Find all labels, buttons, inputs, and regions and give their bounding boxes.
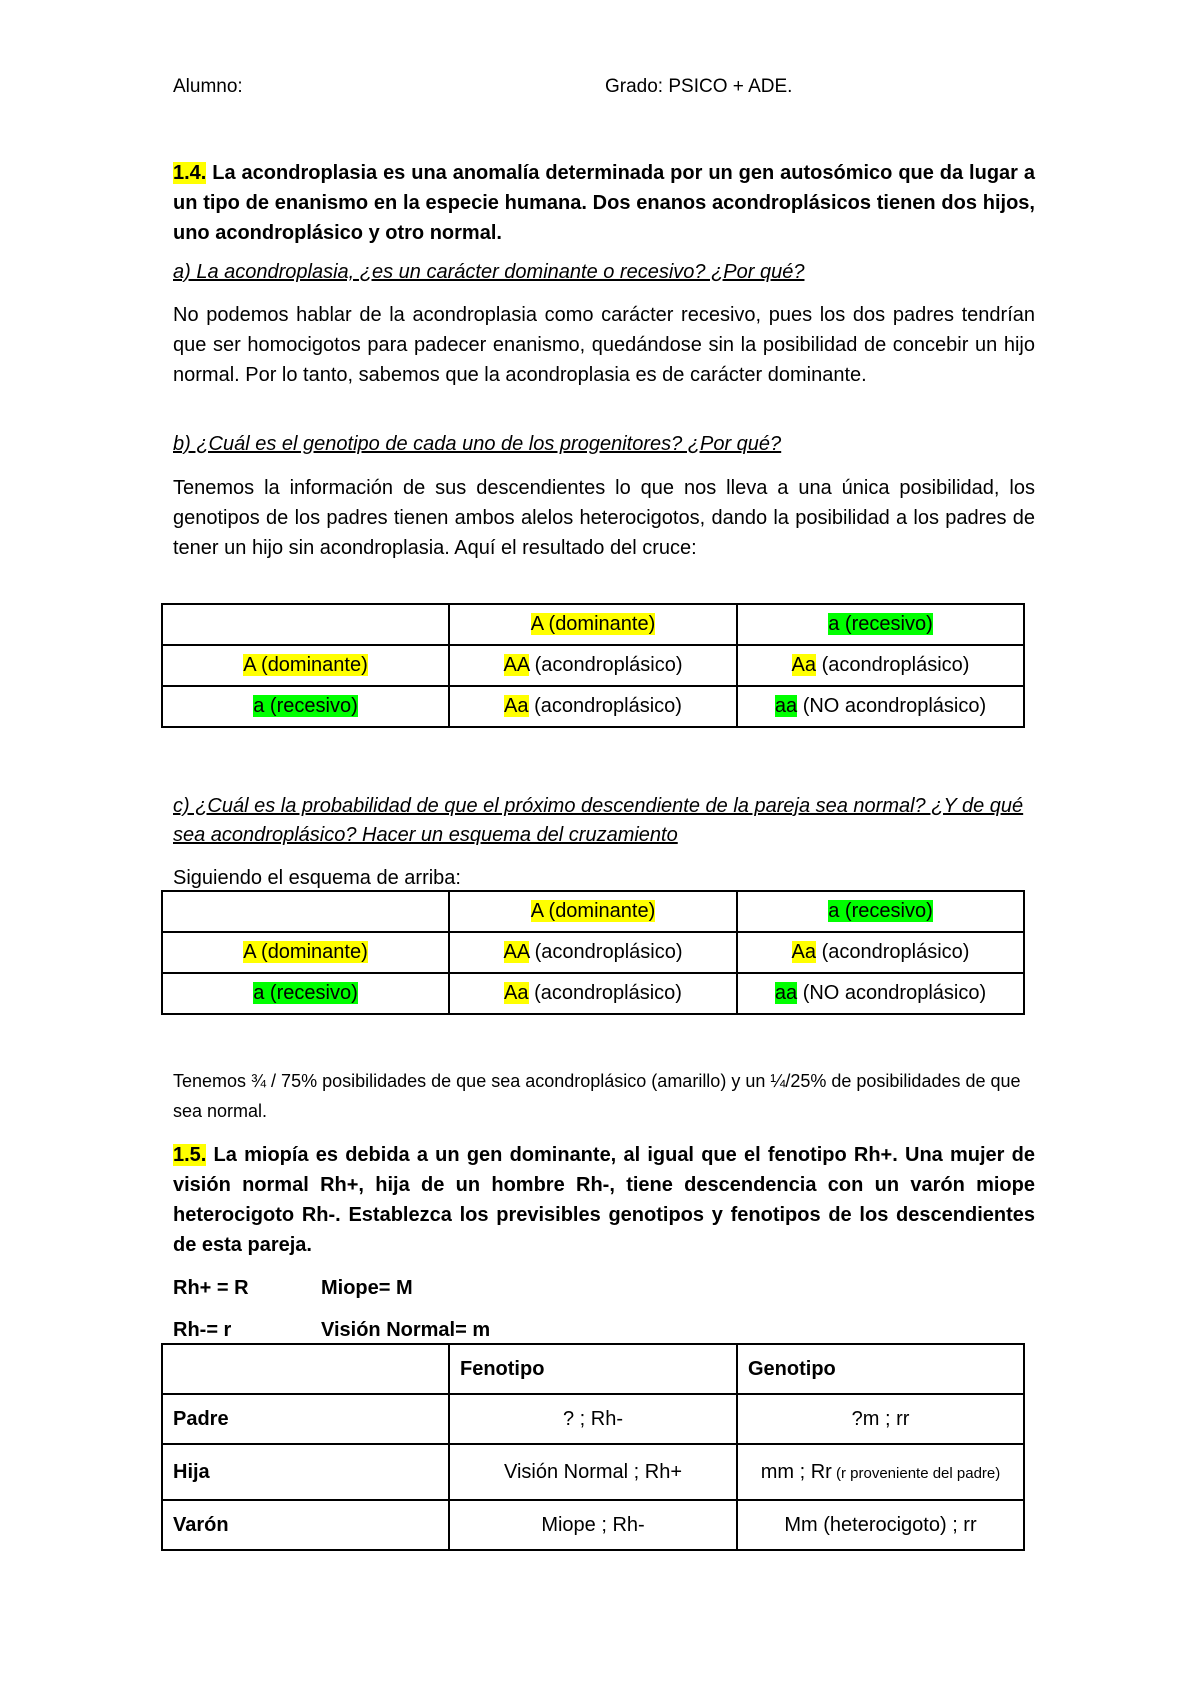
col-header-recessive: a (recesivo) bbox=[737, 891, 1024, 932]
empty-cell bbox=[162, 891, 449, 932]
empty-cell bbox=[162, 1344, 449, 1394]
cell-aA: Aa (acondroplásico) bbox=[449, 973, 737, 1014]
legend-rh-neg: Rh-= r bbox=[173, 1319, 232, 1341]
question-number: 1.4. bbox=[173, 162, 207, 184]
fenotipo-padre: ? ; Rh- bbox=[449, 1394, 737, 1444]
question-text: La miopía es debida a un gen dominante, al igual que el fenotipo Rh+. Una mujer de visión normal Rh+, hija de un hombre Rh-, tiene descendencia con un varón miope heterocigoto Rh-. Establezca los previsibles genotipos y fenotipos de los descendientes de esta pareja. bbox=[173, 1144, 1035, 1256]
question-1-4 bbox=[173, 158, 1035, 248]
row-label-padre: Padre bbox=[162, 1394, 449, 1444]
subquestion-a-text: a) La acondroplasia, ¿es un carácter dominante o recesivo? ¿Por qué? bbox=[173, 261, 805, 283]
header-genotipo: Genotipo bbox=[737, 1344, 1024, 1394]
answer-b-text: Tenemos la información de sus descendientes lo que nos lleva a una única posibilidad, los genotipos de los padres tienen ambos alelos heterocigotos, dando la posibilidad a los padres de tener un hijo sin acondroplasia. Aquí el resultado del cruce: bbox=[173, 477, 1035, 559]
student-label: Alumno: bbox=[173, 76, 243, 97]
conclusion bbox=[173, 1066, 1035, 1126]
cell-AA: AA (acondroplásico) bbox=[449, 932, 737, 973]
col-header-dominant: A (dominante) bbox=[449, 891, 737, 932]
cell-aa: aa (NO acondroplásico) bbox=[737, 973, 1024, 1014]
answer-b bbox=[173, 473, 1035, 563]
row-header-recessive: a (recesivo) bbox=[162, 973, 449, 1014]
row-header-dominant: A (dominante) bbox=[162, 645, 449, 686]
row-label-hija: Hija bbox=[162, 1444, 449, 1500]
genotipo-hija: mm ; Rr (r proveniente del padre) bbox=[737, 1444, 1024, 1500]
cell-AA: AA (acondroplásico) bbox=[449, 645, 737, 686]
cell-Aa: Aa (acondroplásico) bbox=[737, 932, 1024, 973]
subquestion-c-text: c) ¿Cuál es la probabilidad de que el próximo descendiente de la pareja sea normal? ¿Y de qué sea acondroplásico? Hacer un esquema del cruzamiento bbox=[173, 795, 1024, 846]
fenotipo-hija: Visión Normal ; Rh+ bbox=[449, 1444, 737, 1500]
subquestion-b bbox=[173, 430, 1035, 459]
conclusion-text: Tenemos ¾ / 75% posibilidades de que sea acondroplásico (amarillo) y un ¼/25% de posibilidades de que sea normal. bbox=[173, 1071, 1021, 1121]
answer-c-intro-text: Siguiendo el esquema de arriba: bbox=[173, 867, 461, 889]
punnett-table-2 bbox=[161, 890, 1025, 1015]
fenotipo-varon: Miope ; Rh- bbox=[449, 1500, 737, 1550]
subquestion-b-text: b) ¿Cuál es el genotipo de cada uno de los progenitores? ¿Por qué? bbox=[173, 433, 782, 455]
cell-Aa: Aa (acondroplásico) bbox=[737, 645, 1024, 686]
punnett-table bbox=[161, 603, 1025, 728]
genotipo-hija-note: (r proveniente del padre) bbox=[831, 1464, 1001, 1482]
legend-miope: Miope= M bbox=[321, 1277, 413, 1299]
row-header-recessive: a (recesivo) bbox=[162, 686, 449, 727]
subquestion-c bbox=[173, 792, 1035, 850]
answer-c-intro bbox=[173, 863, 1035, 893]
grade-label: Grado: PSICO + ADE. bbox=[605, 76, 793, 97]
question-text: La acondroplasia es una anomalía determinada por un gen autosómico que da lugar a un tipo de enanismo en la especie humana. Dos enanos acondroplásicos tienen dos hijos, uno acondroplásico y otro normal. bbox=[173, 162, 1035, 244]
legend-vision-normal: Visión Normal= m bbox=[321, 1319, 491, 1341]
cell-aa: aa (NO acondroplásico) bbox=[737, 686, 1024, 727]
genotype-table bbox=[161, 1343, 1025, 1551]
genotipo-padre: ?m ; rr bbox=[737, 1394, 1024, 1444]
row-header-dominant: A (dominante) bbox=[162, 932, 449, 973]
subquestion-a bbox=[173, 258, 1035, 287]
answer-a-text: No podemos hablar de la acondroplasia como carácter recesivo, pues los dos padres tendrían que ser homocigotos para padecer enanismo, quedándose sin la posibilidad de concebir un hijo normal. Por lo tanto, sabemos que la acondroplasia es de carácter dominante. bbox=[173, 304, 1035, 386]
row-label-varon: Varón bbox=[162, 1500, 449, 1550]
empty-cell bbox=[162, 604, 449, 645]
cell-aA: Aa (acondroplásico) bbox=[449, 686, 737, 727]
header-fenotipo: Fenotipo bbox=[449, 1344, 737, 1394]
genotipo-varon: Mm (heterocigoto) ; rr bbox=[737, 1500, 1024, 1550]
question-number: 1.5. bbox=[173, 1144, 207, 1166]
answer-a bbox=[173, 300, 1035, 390]
col-header-recessive: a (recesivo) bbox=[737, 604, 1024, 645]
legend-rh-pos: Rh+ = R bbox=[173, 1277, 249, 1299]
question-1-5 bbox=[173, 1140, 1035, 1260]
col-header-dominant: A (dominante) bbox=[449, 604, 737, 645]
